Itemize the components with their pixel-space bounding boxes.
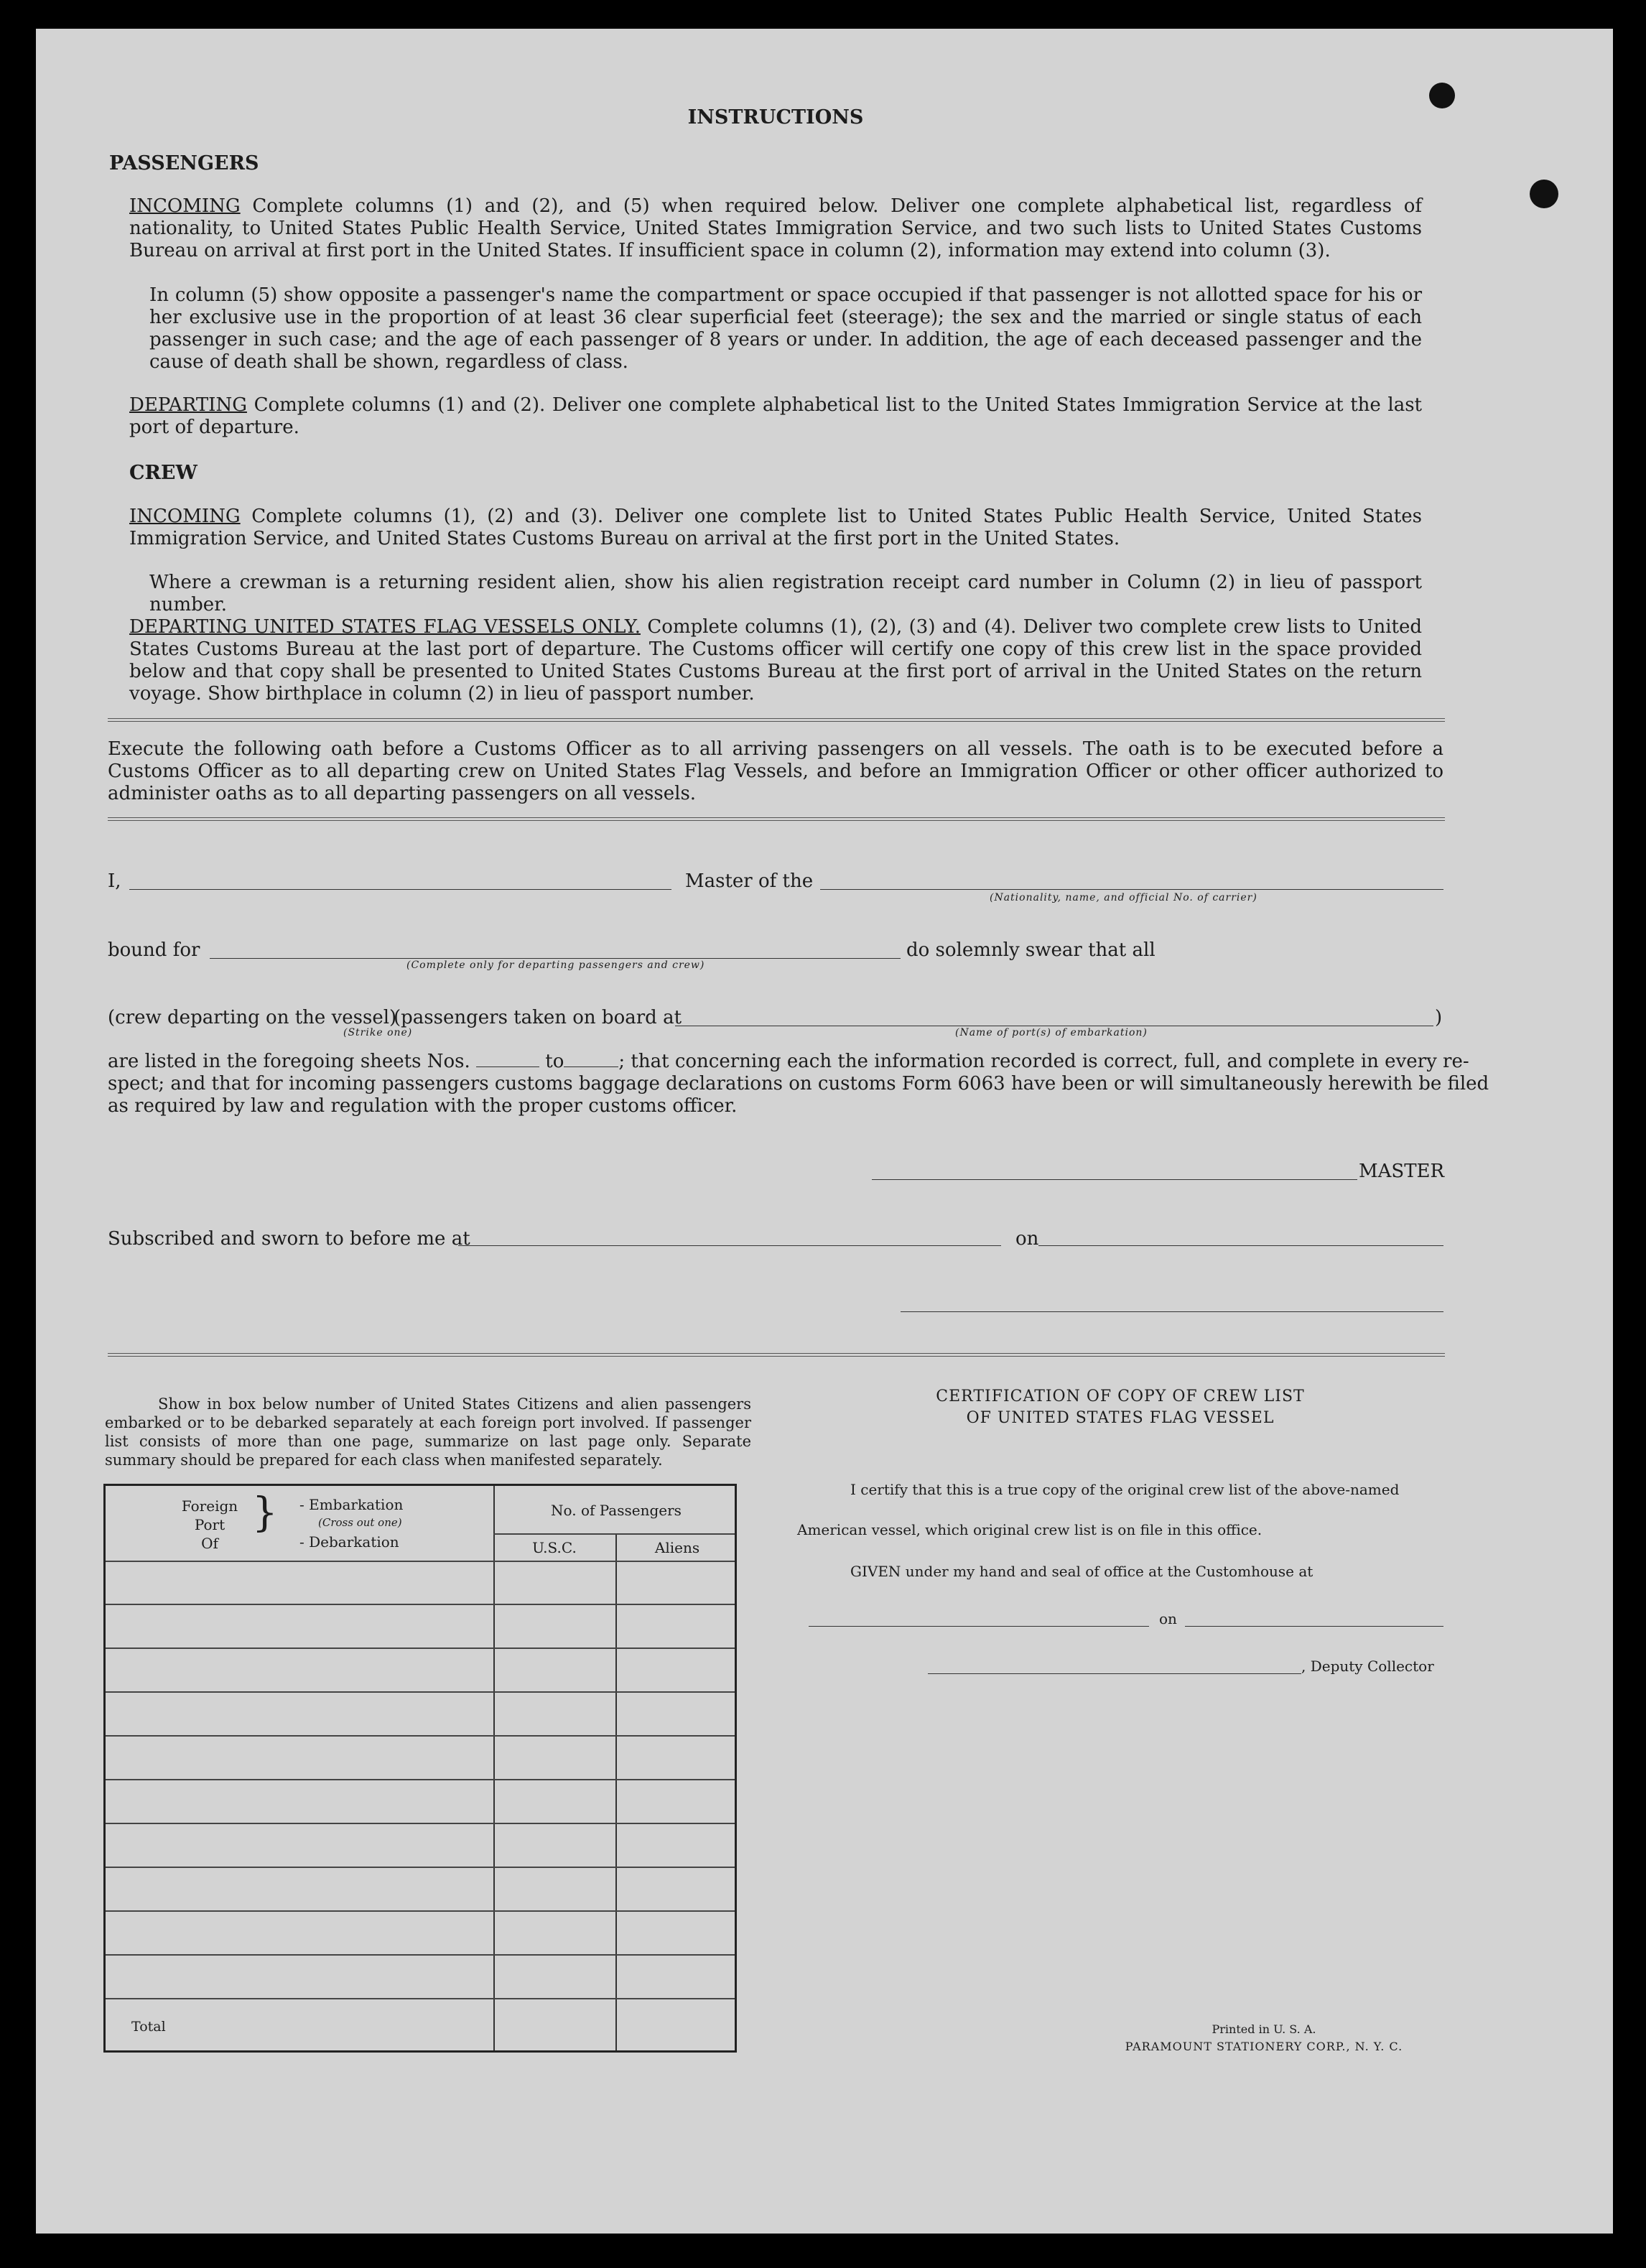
- passengers-heading: PASSENGERS: [109, 152, 259, 175]
- cross-out-label: (Cross out one): [318, 1516, 402, 1529]
- printer-line-1: Printed in U. S. A.: [1212, 2022, 1316, 2036]
- passengers-incoming-label: INCOMING: [129, 195, 241, 217]
- sheet-to-field[interactable]: [564, 1066, 618, 1067]
- customhouse-field[interactable]: [809, 1626, 1149, 1627]
- listed-b: ; that concerning each the information recorded is correct, full, and complete in every re-: [618, 1051, 1469, 1072]
- crew-resident-paragraph: Where a crewman is a returning resident alien, show his alien registration receipt card number in Column (2) in lieu of passport number.: [149, 572, 1422, 615]
- crew-departing-text: Complete columns (1), (2), (3) and (4). Deliver two complete crew lists to United States Customs Bureau at the last port of departure. The Customs officer will certify one copy of this crew list in the space provided below and that copy shall be presented to United States Customs Bureau at the first port of arrival in the United States on the return voyage. Show birthplace in column (2) in lieu of passport number.: [129, 616, 1422, 705]
- crew-departing-option: (crew departing on the vessel): [108, 1007, 397, 1028]
- officer-signature-line[interactable]: [901, 1311, 1443, 1312]
- table-column-divider: [493, 1486, 495, 2050]
- certification-line-1: I certify that this is a true copy of the original crew list of the above-named: [850, 1481, 1400, 1498]
- passengers-column5-paragraph: In column (5) show opposite a passenger's name the compartment or space occupied if that passenger is not allotted space for his or her exclusive use in the proportion of at least 36 clear superficial feet (steerage); the sex and the married or single status of each passenger in such case; and the age of each passenger of 8 years or under. In addition, the age of each deceased passenger and the cause of death shall be shown, regardless of class.: [149, 284, 1422, 373]
- passengers-departing-text: Complete columns (1) and (2). Deliver one complete alphabetical list to the United States Immigration Service at the last port of departure.: [129, 394, 1423, 438]
- divider: [108, 1353, 1445, 1357]
- master-signature-line[interactable]: [872, 1179, 1357, 1180]
- ports-caption: (Name of port(s) of embarkation): [955, 1027, 1148, 1038]
- table-column-divider: [615, 1533, 617, 2050]
- debarkation-label: - Debarkation: [299, 1533, 399, 1551]
- of-label: Of: [201, 1535, 218, 1552]
- instructions-title: INSTRUCTIONS: [687, 106, 864, 129]
- crew-departing-paragraph: [129, 616, 1422, 705]
- no-of-passengers-header: No. of Passengers: [551, 1502, 682, 1519]
- listed-line-2: spect; and that for incoming passengers customs baggage declarations on customs Form 6063 have been or will simultaneously herewith be filed: [108, 1073, 1489, 1095]
- brace-icon: }: [252, 1489, 278, 1536]
- subscribed-label: Subscribed and sworn to before me at: [108, 1228, 470, 1250]
- passenger-summary-table: [103, 1484, 737, 2053]
- strike-caption: (Strike one): [343, 1027, 413, 1038]
- crew-incoming-text: Complete columns (1), (2) and (3). Deliver one complete list to United States Public Health Service, United States Immigration Service, and United States Customs Bureau on arrival at the first port in the United States.: [129, 506, 1422, 549]
- master-label: MASTER: [1359, 1161, 1445, 1182]
- certification-line-3: GIVEN under my hand and seal of office at the Customhouse at: [850, 1563, 1313, 1580]
- carrier-caption: (Nationality, name, and official No. of carrier): [990, 892, 1257, 903]
- table-row-line: [106, 1823, 735, 1824]
- aliens-header: Aliens: [654, 1539, 700, 1556]
- sworn-date-field[interactable]: [1038, 1245, 1443, 1246]
- table-row-line: [106, 1691, 735, 1693]
- deputy-collector-signature[interactable]: [928, 1673, 1301, 1674]
- table-row-line: [106, 1561, 735, 1562]
- table-row-line: [106, 1998, 735, 1999]
- table-row-line: [106, 1867, 735, 1868]
- oath-i-label: I,: [108, 870, 121, 892]
- divider: [108, 817, 1445, 821]
- foreign-label: Foreign: [181, 1497, 238, 1515]
- swear-label: do solemnly swear that all: [906, 939, 1156, 961]
- deputy-collector-label: , Deputy Collector: [1301, 1658, 1434, 1675]
- table-row-line: [106, 1779, 735, 1780]
- embarkation-label: - Embarkation: [299, 1496, 404, 1513]
- passengers-incoming-paragraph: [129, 195, 1422, 262]
- oath-intro: Execute the following oath before a Customs Officer as to all arriving passengers on all vessels. The oath is to be executed before a Customs Officer as to all departing crew on United States Flag Vessels, and before an Immigration Officer or other officer authorized to administer oaths as to all departing passengers on all vessels.: [108, 738, 1443, 804]
- table-row-line: [106, 1604, 735, 1605]
- passengers-departing-label: DEPARTING: [129, 394, 247, 416]
- table-header-divider: [493, 1533, 735, 1535]
- port-label: Port: [194, 1516, 225, 1533]
- summary-instructions: Show in box below number of United States Citizens and alien passengers embarked or to be debarked separately at each foreign port involved. If passenger list consists of more than one page, summarize on last page only. Separate summary should be prepared for each class when manifested separately.: [105, 1395, 751, 1469]
- total-label: Total: [131, 2019, 166, 2035]
- passengers-departing-paragraph: [129, 394, 1422, 439]
- crew-heading: CREW: [129, 462, 197, 484]
- sworn-on-label: on: [1015, 1228, 1039, 1250]
- crew-departing-label: DEPARTING UNITED STATES FLAG VESSELS ONLY.: [129, 616, 641, 638]
- master-name-field[interactable]: [129, 889, 671, 890]
- divider: [108, 718, 1445, 722]
- listed-to: to: [545, 1051, 564, 1072]
- bound-for-field[interactable]: [210, 958, 901, 959]
- passengers-taken-option: (passengers taken on board at: [394, 1007, 682, 1028]
- master-of-the-label: Master of the: [685, 870, 814, 892]
- bound-for-label: bound for: [108, 939, 200, 961]
- table-row-line: [106, 1647, 735, 1649]
- passengers-incoming-text: Complete columns (1) and (2), and (5) when required below. Deliver one complete alphabetical list, regardless of nationality, to United States Public Health Service, United States Immigration Service, and two such lists to United States Customs Bureau on arrival at first port in the United States. If insufficient space in column (2), information may extend into column (3).: [129, 195, 1423, 261]
- sworn-place-field[interactable]: [458, 1245, 1001, 1246]
- certification-date-field[interactable]: [1185, 1626, 1443, 1627]
- table-row-line: [106, 1910, 735, 1912]
- usc-header: U.S.C.: [532, 1539, 577, 1556]
- listed-a: are listed in the foregoing sheets Nos.: [108, 1051, 470, 1072]
- table-row-line: [106, 1735, 735, 1737]
- crew-incoming-paragraph: [129, 506, 1422, 550]
- certification-line-2: American vessel, which original crew list is on file in this office.: [797, 1521, 1263, 1538]
- certification-heading-2: OF UNITED STATES FLAG VESSEL: [966, 1409, 1275, 1427]
- crew-incoming-label: INCOMING: [129, 506, 241, 527]
- printer-line-2: PARAMOUNT STATIONERY CORP., N. Y. C.: [1125, 2040, 1403, 2053]
- punch-hole-right: [1530, 180, 1558, 208]
- carrier-field[interactable]: [820, 889, 1443, 890]
- certification-on-label: on: [1159, 1610, 1177, 1627]
- bound-caption: (Complete only for departing passengers and crew): [406, 959, 705, 971]
- listed-line-1: [108, 1051, 1469, 1073]
- table-row-line: [106, 1954, 735, 1956]
- punch-hole-top: [1429, 83, 1455, 108]
- certification-heading-1: CERTIFICATION OF COPY OF CREW LIST: [936, 1388, 1305, 1405]
- listed-line-3: as required by law and regulation with the proper customs officer.: [108, 1095, 738, 1117]
- sheet-from-field[interactable]: [476, 1066, 539, 1067]
- close-paren: ): [1435, 1007, 1443, 1028]
